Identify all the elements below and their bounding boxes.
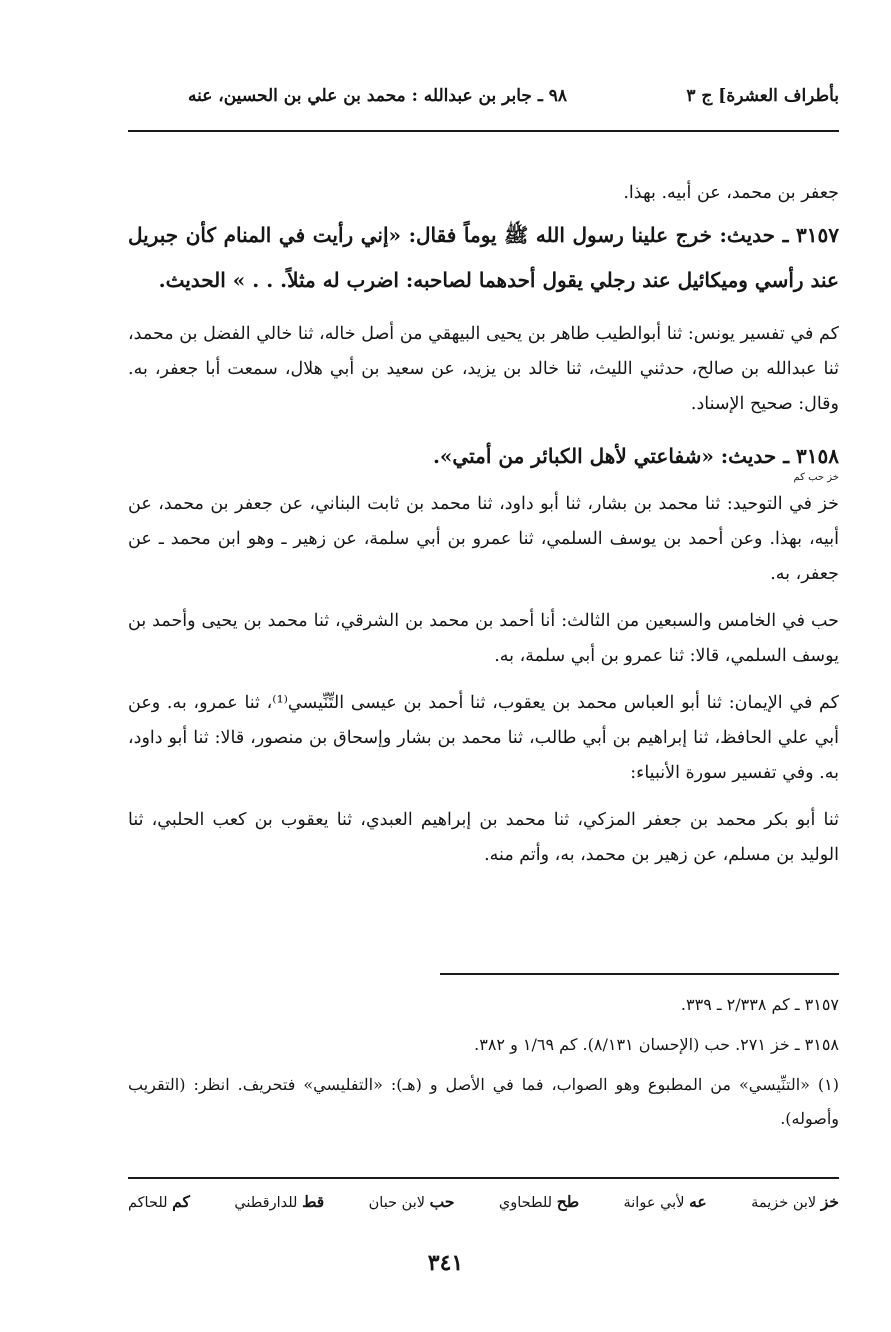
footnote-1: (١) «التنِّيسي» من المطبوع وهو الصواب، فما في الأصل و (هـ): «التفليسي» فتحريف. انظر: (التقريب وأصوله). [128,1075,839,1128]
hadith-3157 [128,213,839,303]
paragraph-kam-tafsir: كم في تفسير يونس: ثنا أبوالطيب طاهر بن يحيى البيهقي من أصل خاله، ثنا خالي الفضل بن محمد، ثنا عبدالله بن صالح، حدثني الليث، ثنا خالد بن يزيد، عن سعيد بن أبي هلال، سمعت أبا جعفر، به. وقال: صحيح الإسناد. [128,324,839,414]
abbreviation-legend [128,1192,839,1222]
header-rule [128,130,839,132]
legend-item [128,1192,190,1211]
header-volume: بأطراف العشرة] ج ٣ [686,86,839,106]
footnote-rule [440,973,839,975]
legend-label: لابن خزيمة [751,1195,817,1211]
legend-item [624,1192,707,1211]
legend-code: حب [429,1192,455,1211]
footnotes [128,988,839,1136]
paragraph-kam-anbiya: ثنا أبو بكر محمد بن جعفر المزكي، ثنا محمد بن إبراهيم العبدي، ثنا يعقوب بن كعب الحلبي، ثنا الوليد بن مسلم، عن زهير بن محمد، به، وأتم منه. [128,810,839,865]
legend-code: طح [556,1192,580,1211]
paragraph-hb: حب في الخامس والسبعين من الثالث: أنا أحمد بن محمد بن الشرقي، ثنا محمد بن يحيى وأحمد بن يوسف السلمي، قالا: ثنا عمرو بن أبي سلمة، به. [128,611,839,666]
paragraph-khz-tawhid: خز في التوحيد: ثنا محمد بن بشار، ثنا أبو داود، ثنا محمد بن ثابت البناني، عن جعفر بن محمد، عن أبيه، بهذا. وعن أحمد بن يوسف السلمي، ثنا عمرو بن أبي سلمة، عن زهير ـ وهو ابن محمد ـ عن جعفر، به. [128,494,839,584]
legend-label: لأبي عوانة [623,1195,685,1211]
running-header [128,86,839,118]
legend-item [499,1192,579,1211]
legend-label: للحاكم [128,1195,168,1211]
hadith-3157-text: ٣١٥٧ ـ حديث: خرج علينا رسول الله ﷺ يوماً فقال: «إني رأيت في المنام كأن جبريل عند رأسي وميكائيل عند رجلي يقول أحدهما لصاحبه: اضرب له مثلاً. . . » الحديث. [128,223,839,292]
legend-code: عه [689,1192,707,1211]
legend-label: للدارقطني [234,1195,298,1211]
main-text [128,176,839,873]
header-chapter: ٩٨ ـ جابر بن عبدالله : محمد بن علي بن الحسين، عنه [187,86,567,106]
footnote-ref-3157: ٣١٥٧ ـ كم ٢/٣٣٨ ـ ٣٣٩. [680,995,839,1014]
legend-code: كم [172,1192,190,1211]
legend-label: لابن حبان [368,1195,425,1211]
legend-label: للطحاوي [498,1195,553,1211]
hadith-3158-sigla: خز حب كم [793,472,839,483]
intro-line: جعفر بن محمد، عن أبيه. بهذا. [623,183,839,203]
page-number: ٣٤١ [427,1250,464,1276]
paragraph-kam-iman: كم في الإيمان: ثنا أبو العباس محمد بن يعقوب، ثنا أحمد بن عيسى التِّنِّيسي⁽¹⁾، ثنا عمرو، به. وعن أبي علي الحافظ، ثنا إبراهيم بن أبي طالب، ثنا محمد بن بشار وإسحاق بن منصور، قالا: ثنا أبو داود، به. وفي تفسير سورة الأنبياء: [128,693,839,783]
legend-code: قط [302,1192,325,1211]
legend-item [234,1192,324,1211]
legend-item [751,1192,839,1211]
hadith-3158-text: ٣١٥٨ ـ حديث: «شفاعتي لأهل الكبائر من أمتي». [432,444,839,468]
legend-rule [128,1177,839,1179]
legend-item [369,1192,455,1211]
footnote-ref-3158: ٣١٥٨ ـ خز ٢٧١. حب (الإحسان ٨/١٣١). كم ١/٦٩ و ٣٨٢. [474,1035,839,1054]
legend-code: خز [820,1192,839,1211]
